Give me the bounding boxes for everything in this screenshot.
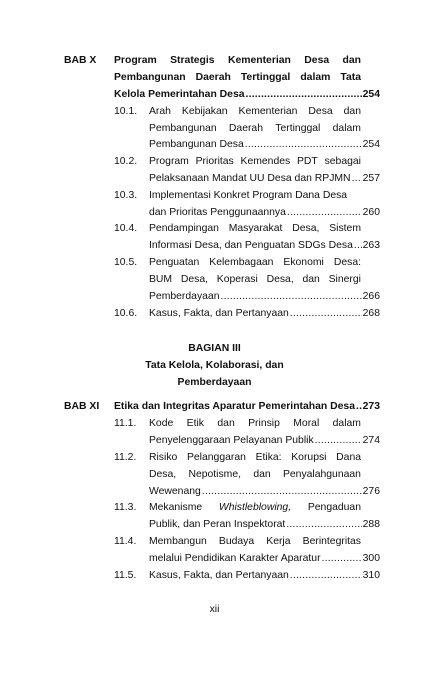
page-ref: 263	[362, 240, 380, 251]
word: Kode	[149, 418, 174, 429]
word: Daerah	[228, 123, 263, 134]
page-ref: 257	[362, 173, 380, 184]
leader-dots	[246, 88, 362, 101]
page-ref: 310	[362, 570, 380, 581]
word: Sistem	[329, 223, 361, 234]
section-title-end: melalui Pendidikan Karakter Aparatur	[149, 553, 321, 564]
page-ref: 254	[362, 89, 380, 100]
leader-dots	[287, 206, 362, 219]
chapter-title-leader-line	[114, 88, 380, 101]
section-leader-line	[149, 290, 380, 303]
section-number: 10.1.	[114, 106, 138, 117]
section-number: 10.4.	[114, 223, 138, 234]
word: Dana	[336, 452, 361, 463]
section-title-end: Pemberdayaan	[149, 291, 220, 302]
section-leader-line	[149, 172, 380, 185]
page-ref: 274	[362, 435, 380, 446]
word: Kebijakan	[181, 106, 228, 117]
word: Daerah	[195, 72, 231, 83]
page-ref: 268	[362, 308, 380, 319]
chapter-label: BAB XI	[64, 401, 100, 412]
section-leader-line	[149, 569, 380, 582]
section-title-end: Kasus, Fakta, dan Pertanyaan	[149, 308, 289, 319]
section-leader-line	[149, 239, 380, 252]
chapter-title-leader-line	[114, 400, 380, 413]
word: Kemendes	[240, 156, 291, 167]
chapter-label: BAB X	[64, 55, 97, 66]
word: Etika:	[255, 452, 282, 463]
word: Strategis	[170, 55, 215, 66]
section-title-line	[149, 222, 361, 235]
leader-dots	[202, 485, 362, 498]
word: Korupsi	[291, 452, 327, 463]
section-title-end: Informasi Desa, dan Penguatan SDGs Desa	[149, 240, 353, 251]
word: Penguatan	[149, 257, 200, 268]
page-ref: 260	[362, 207, 380, 218]
word: Tertinggal	[275, 123, 321, 134]
word: dan	[302, 274, 320, 285]
word: Membangun	[149, 536, 207, 547]
word: Penyalahgunaan	[282, 469, 361, 480]
leader-dots	[245, 138, 362, 151]
chapter-title-line	[114, 71, 361, 84]
word: Ekonomi	[283, 257, 324, 268]
section-number: 10.5.	[114, 257, 138, 268]
section-leader-line	[149, 206, 380, 219]
word: Program	[114, 55, 157, 66]
leader-dots	[286, 518, 361, 531]
word: Budaya	[218, 536, 255, 547]
section-title-line	[149, 468, 361, 481]
section-title-end: Pelaksanaan Mandat UU Desa dan RPJMN	[149, 173, 351, 184]
word: dalam	[300, 72, 331, 83]
section-title-end: Kasus, Fakta, dan Pertanyaan	[149, 570, 289, 581]
section-number: 11.4.	[114, 536, 137, 547]
word: Arah	[149, 106, 171, 117]
section-number: 10.3.	[114, 190, 138, 201]
page-ref: 273	[362, 401, 380, 412]
word: Desa,	[180, 274, 209, 285]
section-title-end: Wewenang	[149, 486, 201, 497]
section-number: 11.1.	[114, 418, 137, 429]
word: Risiko	[149, 452, 178, 463]
section-title-line	[149, 417, 361, 430]
section-title-line	[149, 501, 361, 514]
section-title-line	[149, 122, 361, 135]
word: sebagai	[324, 156, 361, 167]
word: Berintegritas	[302, 536, 361, 547]
word: Kementerian	[238, 106, 298, 117]
leader-dots	[352, 172, 362, 185]
section-number: 10.6.	[114, 308, 138, 319]
word: dalam	[332, 418, 361, 429]
word: Pembangunan	[114, 72, 186, 83]
section-title-line	[149, 535, 361, 548]
word-italic: Whistleblowing,	[218, 502, 292, 513]
section-leader-line	[149, 434, 380, 447]
section-title-end: Penyelenggaraan Pelayanan Publik	[149, 435, 314, 446]
word: dan	[253, 469, 271, 480]
word: Masyarakat	[228, 223, 283, 234]
section-number: 10.2.	[114, 156, 138, 167]
section-leader-line	[149, 485, 380, 498]
word: Desa,	[266, 274, 294, 285]
word: Etik	[186, 418, 204, 429]
word: dan	[342, 55, 361, 66]
word: Desa	[304, 55, 330, 66]
chapter-title-end: Kelola Pemerintahan Desa	[114, 89, 245, 100]
leader-dots	[220, 290, 361, 303]
section-number: 11.5.	[114, 570, 137, 581]
section-leader-line	[149, 138, 380, 151]
page-ref: 276	[362, 486, 380, 497]
section-title-line	[149, 451, 361, 464]
word: Nepotisme,	[188, 469, 242, 480]
word: Moral	[293, 418, 320, 429]
section-number: 11.3.	[114, 502, 137, 513]
word: Mekanisme	[149, 502, 203, 513]
word: Pembangunan	[149, 123, 217, 134]
chapter-title-line	[114, 54, 361, 67]
section-title-line	[149, 105, 361, 118]
part-label: BAGIAN III	[188, 343, 241, 354]
word: Desa,	[149, 469, 177, 480]
word: Pendampingan	[149, 223, 219, 234]
word: Desa	[308, 106, 333, 117]
word: dan	[343, 106, 361, 117]
leader-dots	[290, 569, 362, 582]
word: Kerja	[266, 536, 291, 547]
word: Tertinggal	[240, 72, 291, 83]
word: Pelanggaran	[186, 452, 246, 463]
section-title-line	[149, 155, 361, 168]
word: Koperasi	[216, 274, 258, 285]
section-title-line: Implementasi Konkret Program Dana Desa	[149, 190, 348, 201]
part-title-line: Tata Kelola, Kolaborasi, dan	[145, 360, 284, 371]
leader-dots	[356, 400, 362, 413]
chapter-title: Etika dan Integritas Aparatur Pemerintahan Desa	[114, 401, 355, 412]
page-ref: 288	[362, 519, 380, 530]
word: Program	[149, 156, 189, 167]
page-ref: 300	[362, 553, 380, 564]
word: Prinsip	[248, 418, 280, 429]
section-title-line	[149, 256, 361, 269]
word: Kementerian	[227, 55, 291, 66]
page-ref: 266	[362, 291, 380, 302]
leader-dots	[322, 552, 362, 565]
word: dan	[217, 418, 235, 429]
word: BUM	[149, 274, 173, 285]
section-leader-line	[149, 307, 380, 320]
word: Sinergi	[328, 274, 361, 285]
part-title-line: Pemberdayaan	[177, 377, 252, 388]
word: Desa:	[333, 257, 361, 268]
page-number: xii	[209, 604, 220, 615]
section-number: 11.2.	[114, 452, 137, 463]
section-leader-line	[149, 518, 380, 531]
word: Desa,	[292, 223, 320, 234]
word: Pengaduan	[307, 502, 361, 513]
leader-dots	[354, 239, 362, 252]
word: Tata	[340, 72, 361, 83]
leader-dots	[315, 434, 362, 447]
section-title-end: Pembangunan Desa	[149, 139, 244, 150]
leader-dots	[290, 307, 362, 320]
section-title-line	[149, 273, 361, 286]
section-leader-line	[149, 552, 380, 565]
section-title-end: Publik, dan Peran Inspektorat	[149, 519, 286, 530]
page-ref: 254	[362, 139, 380, 150]
word: PDT	[296, 156, 318, 167]
word: Prioritas	[195, 156, 234, 167]
word: Kelembagaan	[209, 257, 274, 268]
section-title-end: dan Prioritas Penggunaannya	[149, 207, 286, 218]
word: dalam	[332, 123, 361, 134]
